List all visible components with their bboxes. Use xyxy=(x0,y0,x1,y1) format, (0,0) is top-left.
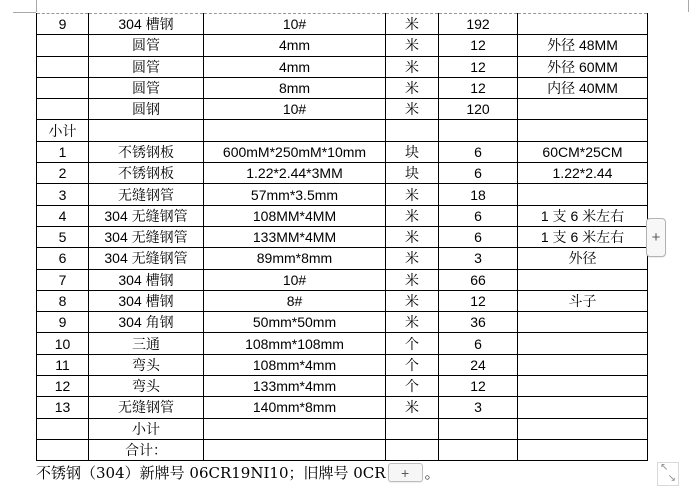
footnote-suffix: 。 xyxy=(424,464,440,482)
table-cell-material[interactable]: 不锈钢板 xyxy=(89,141,204,162)
table-cell-serial[interactable] xyxy=(37,56,89,77)
table-cell-specification[interactable]: 600mM*250mM*10mm xyxy=(204,141,386,162)
table-cell-specification[interactable] xyxy=(204,439,386,460)
table-cell-specification[interactable]: 10# xyxy=(204,269,386,290)
table-row xyxy=(37,418,648,439)
materials-table xyxy=(36,13,648,461)
table-cell-material[interactable]: 无缝钢管 xyxy=(89,397,204,418)
table-cell-serial[interactable]: 小计 xyxy=(37,120,89,141)
table-cell-remark[interactable]: 外径 48MM xyxy=(518,35,648,56)
table-cell-quantity[interactable] xyxy=(439,439,518,460)
table-cell-remark[interactable] xyxy=(518,269,648,290)
table-row xyxy=(37,397,648,418)
table-cell-quantity[interactable]: 18 xyxy=(439,184,518,205)
table-cell-unit[interactable]: 米 xyxy=(386,77,439,98)
table-row xyxy=(37,376,648,397)
table-cell-remark[interactable]: 外径 xyxy=(518,248,648,269)
table-cell-quantity[interactable]: 6 xyxy=(439,141,518,162)
table-cell-unit[interactable]: 米 xyxy=(386,205,439,226)
table-row xyxy=(37,269,648,290)
table-cell-serial[interactable]: 11 xyxy=(37,354,89,375)
table-cell-material[interactable] xyxy=(89,120,204,141)
table-cell-specification[interactable]: 89mm*8mm xyxy=(204,248,386,269)
table-cell-unit[interactable]: 米 xyxy=(386,269,439,290)
table-cell-material[interactable]: 弯头 xyxy=(89,354,204,375)
table-cell-remark[interactable] xyxy=(518,14,648,35)
table-cell-unit[interactable]: 米 xyxy=(386,312,439,333)
table-cell-material[interactable]: 304 无缝钢管 xyxy=(89,205,204,226)
table-cell-material[interactable]: 304 槽钢 xyxy=(89,269,204,290)
table-cell-serial[interactable]: 9 xyxy=(37,312,89,333)
table-cell-specification[interactable]: 10# xyxy=(204,14,386,35)
table-cell-specification[interactable]: 108MM*4MM xyxy=(204,205,386,226)
table-cell-remark[interactable]: 1 支 6 米左右 xyxy=(518,205,648,226)
table-cell-material[interactable]: 三通 xyxy=(89,333,204,354)
table-cell-serial[interactable] xyxy=(37,418,89,439)
table-cell-unit[interactable]: 个 xyxy=(386,333,439,354)
table-cell-serial[interactable] xyxy=(37,35,89,56)
table-cell-remark[interactable] xyxy=(518,439,648,460)
table-cell-unit[interactable]: 米 xyxy=(386,290,439,311)
table-cell-specification[interactable] xyxy=(204,418,386,439)
table-cell-remark[interactable] xyxy=(518,184,648,205)
table-cell-unit[interactable]: 块 xyxy=(386,163,439,184)
table-cell-specification[interactable]: 133mm*4mm xyxy=(204,376,386,397)
table-cell-serial[interactable]: 3 xyxy=(37,184,89,205)
table-cell-quantity[interactable]: 66 xyxy=(439,269,518,290)
table-row xyxy=(37,333,648,354)
table-row xyxy=(37,290,648,311)
table-cell-serial[interactable]: 1 xyxy=(37,141,89,162)
table-cell-specification[interactable]: 10# xyxy=(204,99,386,120)
table-cell-unit[interactable]: 米 xyxy=(386,99,439,120)
table-row xyxy=(37,120,648,141)
table-cell-unit[interactable] xyxy=(386,120,439,141)
table-cell-specification[interactable]: 1.22*2.44*3MM xyxy=(204,163,386,184)
table-cell-quantity[interactable]: 6 xyxy=(439,163,518,184)
table-row xyxy=(37,141,648,162)
table-cell-specification[interactable]: 140mm*8mm xyxy=(204,397,386,418)
table-row xyxy=(37,226,648,247)
table-cell-quantity[interactable]: 6 xyxy=(439,226,518,247)
table-cell-specification[interactable]: 57mm*3.5mm xyxy=(204,184,386,205)
table-cell-material[interactable]: 合计： xyxy=(89,439,204,460)
table-cell-quantity[interactable]: 12 xyxy=(439,290,518,311)
table-cell-material[interactable]: 圆管 xyxy=(89,77,204,98)
table-cell-specification[interactable]: 8mm xyxy=(204,77,386,98)
table-row xyxy=(37,14,648,35)
table-cell-quantity[interactable]: 6 xyxy=(439,205,518,226)
table-row xyxy=(37,35,648,56)
page-margin-mark-left-vertical xyxy=(36,0,37,12)
table-cell-specification[interactable]: 50mm*50mm xyxy=(204,312,386,333)
table-cell-remark[interactable]: 1 支 6 米左右 xyxy=(518,226,648,247)
table-cell-serial[interactable]: 4 xyxy=(37,205,89,226)
table-cell-quantity[interactable]: 12 xyxy=(439,376,518,397)
table-cell-quantity[interactable]: 3 xyxy=(439,397,518,418)
table-cell-unit[interactable]: 米 xyxy=(386,56,439,77)
table-row xyxy=(37,99,648,120)
table-cell-remark[interactable] xyxy=(518,312,648,333)
table-cell-material[interactable]: 304 无缝钢管 xyxy=(89,226,204,247)
table-cell-quantity[interactable]: 12 xyxy=(439,35,518,56)
table-cell-serial[interactable]: 10 xyxy=(37,333,89,354)
table-cell-serial[interactable]: 13 xyxy=(37,397,89,418)
footnote-text: 不锈钢（304）新牌号 06CR19NI10；旧牌号 0CR xyxy=(36,464,386,482)
table-cell-quantity[interactable] xyxy=(439,418,518,439)
table-cell-quantity[interactable] xyxy=(439,120,518,141)
table-cell-remark[interactable] xyxy=(518,397,648,418)
table-cell-specification[interactable]: 4mm xyxy=(204,35,386,56)
table-cell-serial[interactable]: 12 xyxy=(37,376,89,397)
table-cell-quantity[interactable]: 24 xyxy=(439,354,518,375)
footnote-line xyxy=(36,461,440,484)
table-cell-serial[interactable]: 5 xyxy=(37,226,89,247)
table-cell-quantity[interactable]: 36 xyxy=(439,312,518,333)
table-cell-material[interactable]: 304 角钢 xyxy=(89,312,204,333)
inline-add-button[interactable]: + xyxy=(388,463,423,482)
table-cell-remark[interactable] xyxy=(518,418,648,439)
table-cell-unit[interactable] xyxy=(386,439,439,460)
page-margin-mark-left-horizontal xyxy=(13,12,36,13)
table-cell-quantity[interactable]: 12 xyxy=(439,77,518,98)
table-cell-serial[interactable]: 8 xyxy=(37,290,89,311)
table-row xyxy=(37,205,648,226)
table-cell-unit[interactable]: 个 xyxy=(386,376,439,397)
table-cell-remark[interactable]: 1.22*2.44 xyxy=(518,163,648,184)
table-cell-remark[interactable] xyxy=(518,354,648,375)
table-cell-material[interactable]: 304 槽钢 xyxy=(89,290,204,311)
table-cell-material[interactable]: 弯头 xyxy=(89,376,204,397)
table-cell-unit[interactable]: 个 xyxy=(386,354,439,375)
table-cell-unit[interactable]: 米 xyxy=(386,248,439,269)
table-cell-serial[interactable] xyxy=(37,99,89,120)
side-add-button[interactable]: + xyxy=(646,218,666,257)
table-cell-material[interactable]: 不锈钢板 xyxy=(89,163,204,184)
resize-widget[interactable] xyxy=(657,462,679,486)
table-cell-material[interactable]: 圆钢 xyxy=(89,99,204,120)
table-cell-serial[interactable]: 6 xyxy=(37,248,89,269)
table-cell-remark[interactable] xyxy=(518,99,648,120)
table-row xyxy=(37,184,648,205)
table-cell-specification[interactable] xyxy=(204,120,386,141)
resize-arrow-se-icon: ↘ xyxy=(667,473,676,484)
table-cell-quantity[interactable]: 12 xyxy=(439,56,518,77)
table-cell-remark[interactable] xyxy=(518,376,648,397)
table-cell-remark[interactable] xyxy=(518,333,648,354)
table-row xyxy=(37,56,648,77)
table-cell-remark[interactable]: 60CM*25CM xyxy=(518,141,648,162)
table-row xyxy=(37,248,648,269)
table-cell-serial[interactable]: 9 xyxy=(37,14,89,35)
table-cell-remark[interactable] xyxy=(518,120,648,141)
table-cell-unit[interactable]: 米 xyxy=(386,14,439,35)
table-row xyxy=(37,354,648,375)
table-cell-quantity[interactable]: 6 xyxy=(439,333,518,354)
table-cell-unit[interactable]: 米 xyxy=(386,35,439,56)
table-cell-remark[interactable]: 内径 40MM xyxy=(518,77,648,98)
table-cell-material[interactable]: 304 槽钢 xyxy=(89,14,204,35)
table-cell-material[interactable]: 圆管 xyxy=(89,35,204,56)
table-row xyxy=(37,163,648,184)
table-cell-unit[interactable]: 块 xyxy=(386,141,439,162)
table-cell-unit[interactable]: 米 xyxy=(386,226,439,247)
table-row xyxy=(37,77,648,98)
table-cell-quantity[interactable]: 120 xyxy=(439,99,518,120)
table-row xyxy=(37,312,648,333)
table-cell-material[interactable]: 小计 xyxy=(89,418,204,439)
table-row xyxy=(37,439,648,460)
table-cell-remark[interactable]: 外径 60MM xyxy=(518,56,648,77)
table-cell-serial[interactable] xyxy=(37,439,89,460)
table-cell-specification[interactable]: 133MM*4MM xyxy=(204,226,386,247)
table-cell-specification[interactable]: 108mm*4mm xyxy=(204,354,386,375)
resize-arrow-nw-icon: ↖ xyxy=(660,462,669,473)
table-cell-unit[interactable]: 米 xyxy=(386,184,439,205)
table-cell-specification[interactable]: 108mm*108mm xyxy=(204,333,386,354)
table-cell-material[interactable]: 圆管 xyxy=(89,56,204,77)
table-cell-material[interactable]: 无缝钢管 xyxy=(89,184,204,205)
table-cell-specification[interactable]: 4mm xyxy=(204,56,386,77)
table-cell-unit[interactable] xyxy=(386,418,439,439)
table-cell-serial[interactable] xyxy=(37,77,89,98)
table-cell-remark[interactable]: 斗子 xyxy=(518,290,648,311)
table-cell-material[interactable]: 304 无缝钢管 xyxy=(89,248,204,269)
page-margin-mark-right-vertical xyxy=(688,0,689,12)
table-cell-unit[interactable]: 米 xyxy=(386,397,439,418)
table-cell-serial[interactable]: 7 xyxy=(37,269,89,290)
table-cell-serial[interactable]: 2 xyxy=(37,163,89,184)
table-cell-quantity[interactable]: 192 xyxy=(439,14,518,35)
table-cell-specification[interactable]: 8# xyxy=(204,290,386,311)
table-cell-quantity[interactable]: 3 xyxy=(439,248,518,269)
